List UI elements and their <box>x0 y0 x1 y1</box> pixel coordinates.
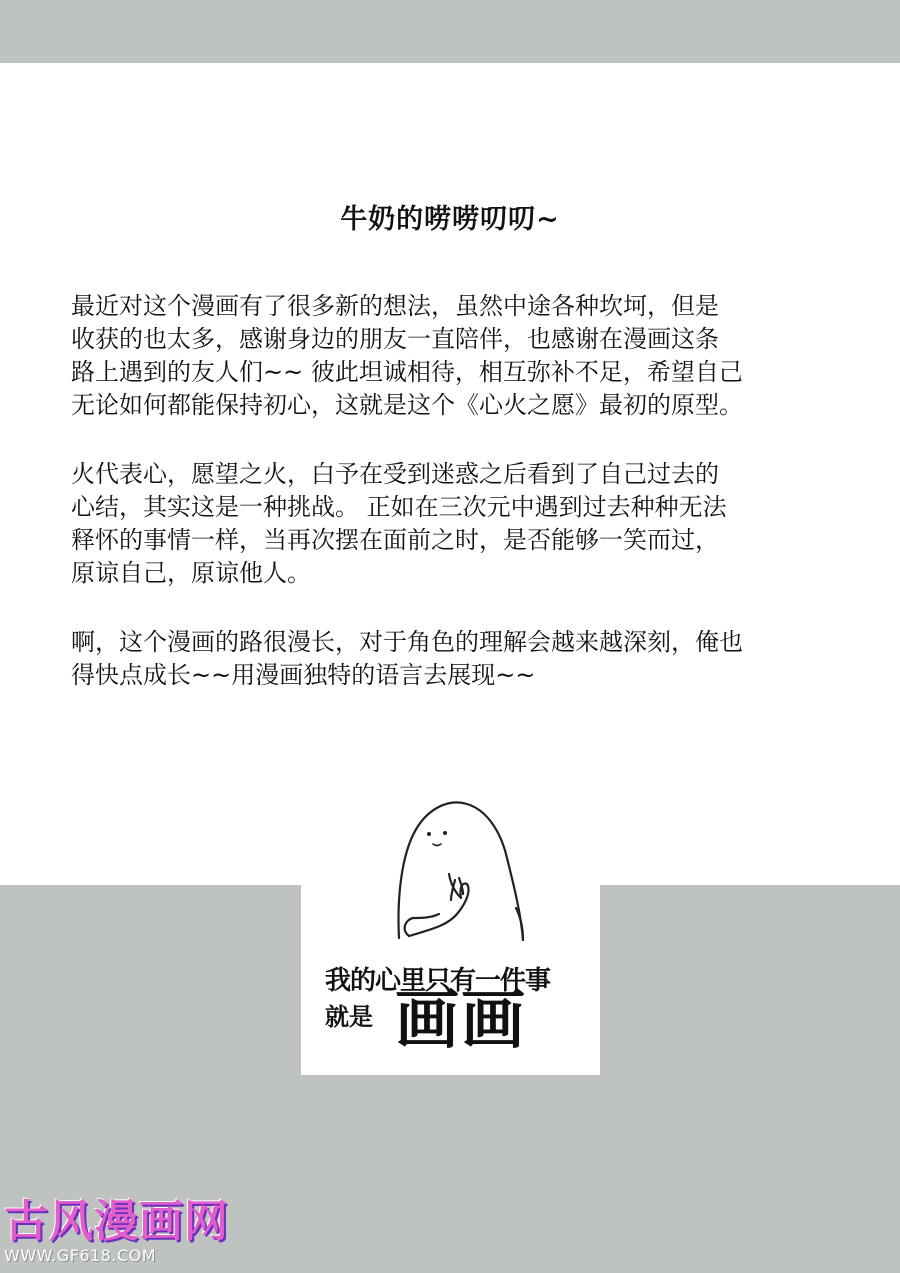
paragraph-line: 释怀的事情一样，当再次摆在面前之时，是否能够一笑而过， <box>71 526 719 554</box>
paragraph-line: 啊，这个漫画的路很漫长，对于角色的理解会越来越深刻，俺也 <box>71 628 743 656</box>
paragraph-line: 最近对这个漫画有了很多新的想法，虽然中途各种坎坷，但是 <box>71 292 719 320</box>
sticker-image <box>301 790 600 1075</box>
paragraph-line: 得快点成长~~用漫画独特的语言去展现~~ <box>71 661 536 689</box>
top-band <box>0 0 900 63</box>
paragraph-line: 原谅自己，原谅他人。 <box>71 559 311 587</box>
paragraph-line: 路上遇到的友人们~~ 彼此坦诚相待，相互弥补不足，希望自己 <box>71 358 743 386</box>
ghost-eye-left <box>427 832 431 836</box>
paragraph-line: 无论如何都能保持初心，这就是这个《心火之愿》最初的原型。 <box>71 391 743 419</box>
watermark-logo <box>4 1196 234 1265</box>
paragraph-3 <box>71 626 851 692</box>
paragraph-line: 心结，其实这是一种挑战。 正如在三次元中遇到过去种种无法 <box>71 493 727 521</box>
watermark-site-url: WWW.GF618.COM <box>4 1246 157 1265</box>
paragraph-line: 火代表心，愿望之火，白予在受到迷惑之后看到了自己过去的 <box>71 460 719 488</box>
ghost-mouth <box>433 844 441 846</box>
page-title: 牛奶的唠唠叨叨~ <box>340 204 560 235</box>
paragraph-1 <box>71 290 851 422</box>
paragraph-2 <box>71 458 851 590</box>
sticker-caption-line-2: 就是 <box>325 1003 373 1031</box>
ghost-hand <box>409 874 469 936</box>
paragraph-line: 收获的也太多，感谢身边的朋友一直陪伴，也感谢在漫画这条 <box>71 325 719 353</box>
watermark-site-name: 古风漫画网 <box>4 1196 229 1247</box>
ghost-body-outline <box>399 802 523 940</box>
ghost-eye-right <box>443 831 447 835</box>
sticker-caption-line-1: 我的心里只有一件事 <box>325 966 551 996</box>
sticker-caption-big: 画画 <box>395 984 527 1058</box>
